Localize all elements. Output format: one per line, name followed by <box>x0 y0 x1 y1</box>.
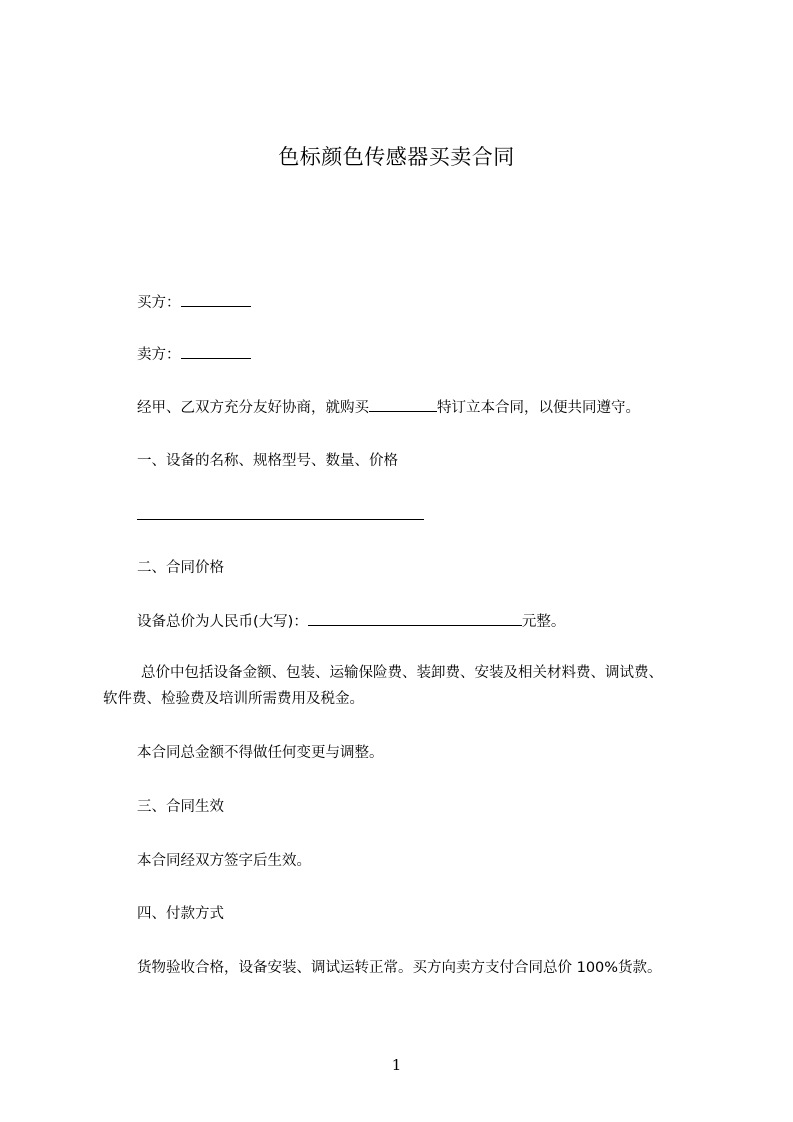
page-number: 1 <box>391 1056 402 1074</box>
section4-heading: 四、付款方式 <box>137 906 224 922</box>
document-title: 色标颜色传感器买卖合同 <box>278 145 515 169</box>
price-text-before: 设备总价为人民币(大写)： <box>137 614 308 630</box>
buyer-blank <box>181 293 251 307</box>
effective-text: 本合同经双方签字后生效。 <box>137 853 311 869</box>
seller-blank <box>181 345 251 359</box>
seller-line <box>137 345 251 364</box>
section2-heading: 二、合同价格 <box>137 560 224 576</box>
buyer-label: 买方： <box>137 295 181 311</box>
price-includes-line1: 总价中包括设备金额、包装、运输保险费、装卸费、安装及相关材料费、调试费、 <box>141 665 663 681</box>
intro-paragraph <box>137 398 640 417</box>
equipment-blank-line <box>137 519 424 520</box>
price-line <box>137 612 565 631</box>
section1-heading: 一、设备的名称、规格型号、数量、价格 <box>137 453 398 469</box>
payment-text: 货物验收合格，设备安装、调试运转正常。买方向卖方支付合同总价 100%货款。 <box>137 960 662 976</box>
no-adjust-text: 本合同总金额不得做任何变更与调整。 <box>137 745 384 761</box>
product-blank <box>369 398 437 412</box>
intro-text-after: 特订立本合同，以便共同遵守。 <box>437 400 640 416</box>
section3-heading: 三、合同生效 <box>137 799 224 815</box>
price-blank <box>308 612 522 626</box>
price-text-after: 元整。 <box>521 614 566 630</box>
buyer-line <box>137 293 251 312</box>
price-includes-line2: 软件费、检验费及培训所需费用及税金。 <box>103 691 364 707</box>
seller-label: 卖方： <box>137 347 181 363</box>
intro-text-before: 经甲、乙双方充分友好协商，就购买 <box>137 400 369 416</box>
